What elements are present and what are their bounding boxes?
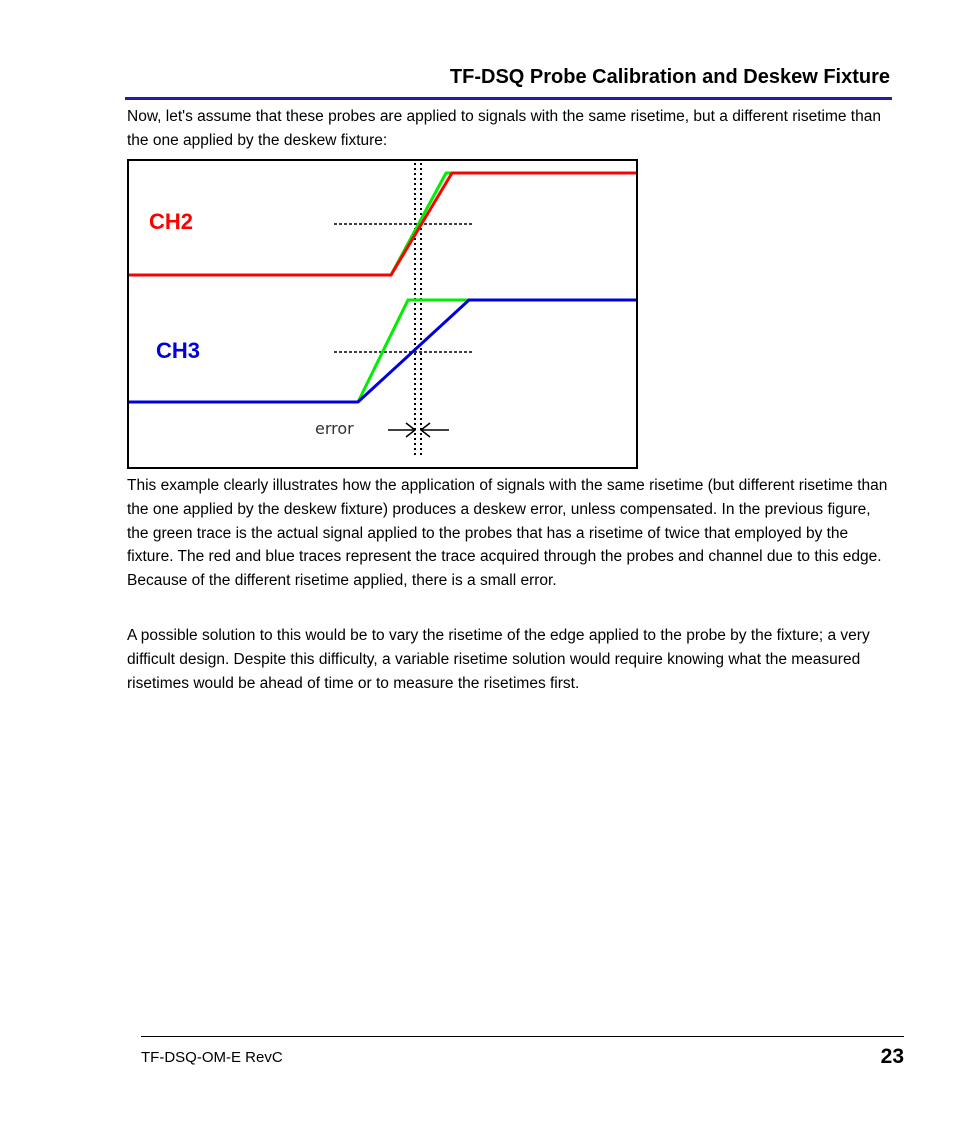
- page-header-title: TF-DSQ Probe Calibration and Deskew Fixture: [449, 66, 890, 88]
- intro-paragraph: Now, let's assume that these probes are applied to signals with the same risetime, but a different risetime than the one applied by the deskew fixture:: [127, 108, 881, 149]
- ch2-label: CH2: [149, 209, 194, 234]
- header-divider: [125, 97, 892, 100]
- footer-divider: [141, 1036, 904, 1037]
- ch2-green-trace: [391, 173, 636, 275]
- body-paragraph: This example clearly illustrates how the application of signals with the same risetime (but different risetime than the one applied by the deskew fixture) produces a deskew error, unless compensated. In the previous figure, the green trace is the actual signal applied to the probes that has a risetime of twice that employed by the fixture. The red and blue traces represent the trace acquired through the probes and channel due to this edge. Because of the different risetime applied, there is a small error.: [127, 477, 888, 590]
- ch2-red-trace: [129, 173, 636, 275]
- footer-document-id: TF-DSQ-OM-E RevC: [141, 1049, 283, 1066]
- waveform-diagram: [129, 161, 636, 467]
- error-label: error: [315, 419, 354, 438]
- body-paragraph: A possible solution to this would be to vary the risetime of the edge applied to the probe by the fixture; a very difficult design. Despite this difficulty, a variable risetime solution would require knowing what the measured risetimes would be ahead of time or to measure the risetimes first.: [127, 627, 870, 692]
- ch3-label: CH3: [156, 338, 201, 363]
- deskew-error-figure: [127, 159, 638, 469]
- page-number: 23: [880, 1045, 904, 1068]
